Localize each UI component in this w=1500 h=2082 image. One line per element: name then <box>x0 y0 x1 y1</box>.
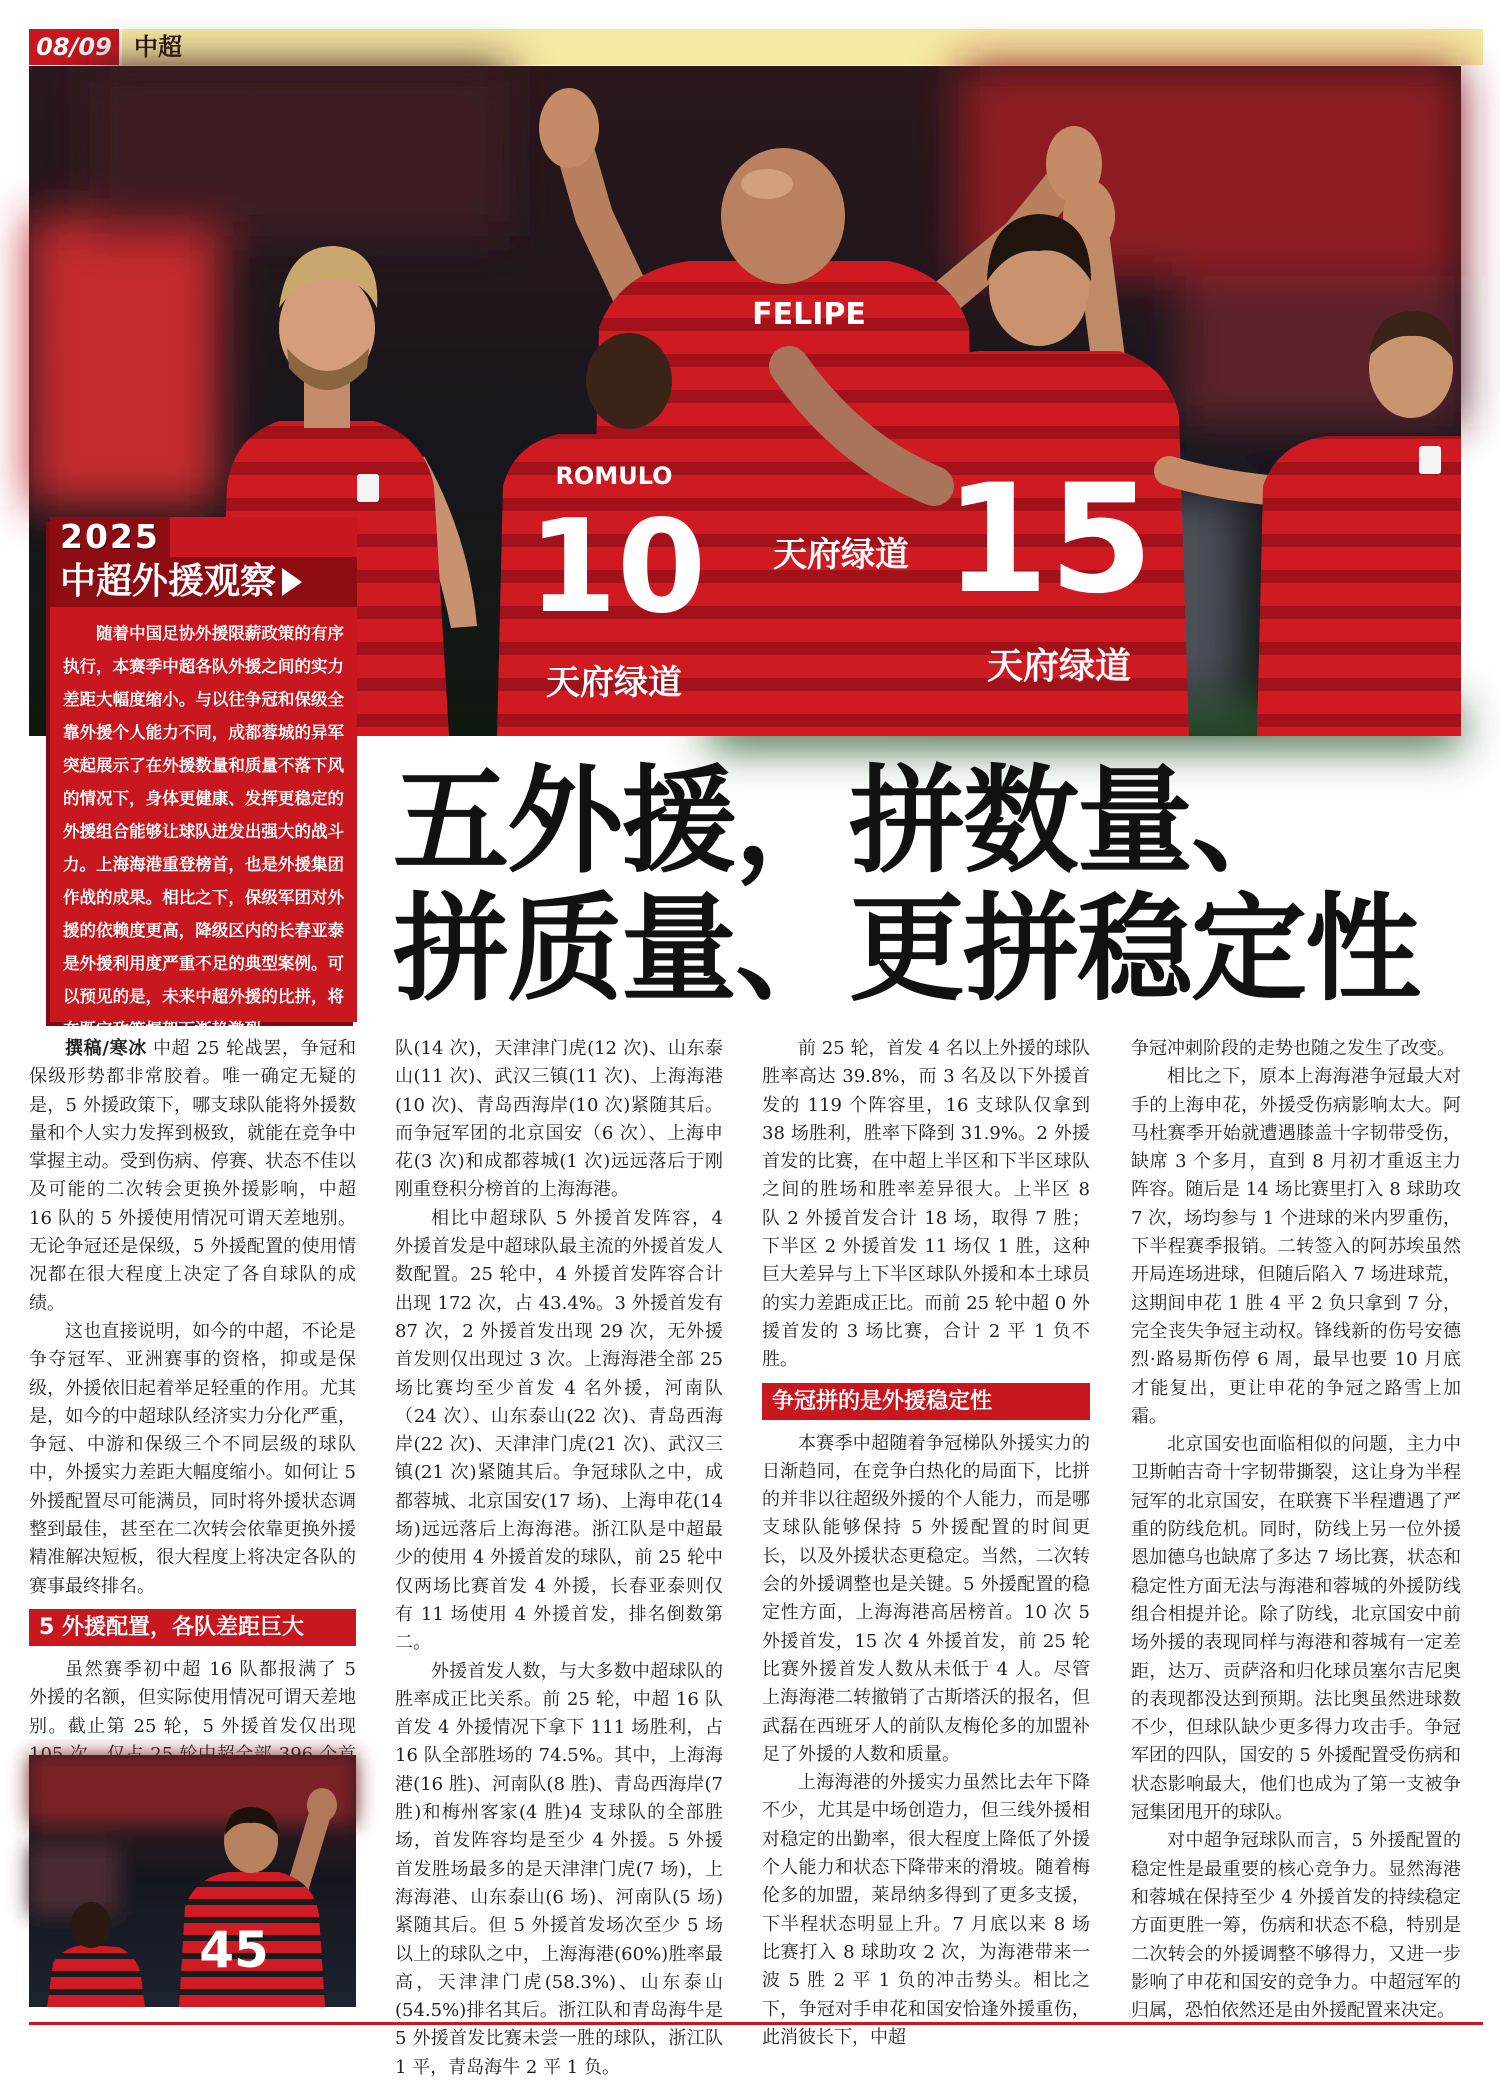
section-subheading: 5 外援配置，各队差距巨大 <box>29 1609 356 1646</box>
player-photo <box>29 1755 356 2007</box>
jersey-name-romulo: ROMULO <box>555 462 673 490</box>
paragraph-text: 中超 25 轮战罢，争冠和保级形势都非常胶着。唯一确定无疑的是，5 外援政策下，哪支球队能将外援数量和个人实力发挥到极致，就能在竞争中掌握主动。受到伤病、停赛、状态不佳以及可能的二次转会更换外援影响，中超 16 队的 5 外援使用情况可谓天差地别。无论争冠还是保级，5 外援配置的使用情况都在很大程度上决定了各自球队的成绩。 <box>29 1038 356 1314</box>
headline-line-1: 五外援，拼数量、 <box>393 753 1305 889</box>
player-15-arm <box>1093 241 1109 366</box>
jersey-number-10: 10 <box>527 493 707 642</box>
headline <box>393 753 1473 1019</box>
article-column-2 <box>395 1035 723 2078</box>
head-highlight <box>741 169 793 199</box>
article-paragraph: 上海海港的外援实力虽然比去年下降不少，尤其是中场创造力，但三线外援相对稳定的出勤率，很大程度上降低了外援个人能力和状态下降带来的滑坡。随着梅伦多的加盟，莱昂纳多得到了更多支援，下半程状态明显上升。7 月底以来 8 场比赛打入 8 球助攻 2 次，为海港带来一波 5 胜 2 平 1 负的冲击势头。相比之下，争冠对手申花和国安恰逢外援重伤，此消彼长下，中超 <box>762 1772 1090 2048</box>
article-paragraph: 争冠冲刺阶段的走势也随之发生了改变。 <box>1131 1038 1455 1059</box>
article-paragraph: 对中超争冠球队而言，5 外援配置的稳定性是最重要的核心竞争力。显然海港和蓉城在保持至少 4 外援首发的持续稳定方面更胜一筹，伤病和状态不稳，特别是二次转会的外援调整不够得力，又进一步影响了申花和国安的竞争力。中超冠军的归属，恐怕依然还是由外援配置来决定。 <box>1131 1830 1461 2022</box>
intro-text: 随着中国足协外援限薪政策的有序执行，本赛季中超各队外援之间的实力差距大幅度缩小。与以往争冠和保级全靠外援个人能力不同，成都蓉城的异军突起展示了在外援数量和质量不落下风的情况下，身体更健康、发挥更稳定的外援组合能够让球队迸发出强大的战斗力。上海海港重登榜首，也是外援集团作战的成果。相比之下，保级军团对外援的依赖度更高，降级区内的长春亚泰是外援利用度严重不足的典型案例。可以预见的是，未来中超外援的比拼，将在既定政策框架下渐趋激烈。 <box>63 624 344 1039</box>
page-number-badge: 08/09 <box>29 29 119 65</box>
intro-title: 中超外援观察 <box>60 561 277 602</box>
intro-box <box>50 517 357 1039</box>
article-column-1 <box>29 1035 356 1747</box>
article-column-4 <box>1131 1035 1461 2022</box>
section-title: 中超 <box>134 33 182 61</box>
byline: 撰稿/寒冰 <box>65 1038 147 1059</box>
bottom-rule <box>29 2022 1483 2025</box>
article-paragraph: 前 25 轮，首发 4 名以上外援的球队胜率高达 39.8%，而 3 名及以下外援首发的 119 个阵容里，16 支球队仅拿到 38 场胜利，胜率下降到 31.9%。2 外援首发的比赛，在中超上半区和下半区球队之间的胜场和胜率差异很大。上半区 8 队 2 外援首发合计 18 场，取得 7 胜；下半区 2 外援首发 11 场仅 1 胜，这种巨大差异与上下半区球队外援和本土球员的实力差距成正比。而前 25 轮中超 0 外援首发的 3 场比赛，合计 2 平 1 负不胜。 <box>762 1038 1090 1371</box>
article-paragraph: 外援首发人数，与大多数中超球队的胜率成正比关系。前 25 轮，中超 16 队首发 4 外援情况下拿下 111 场胜利，占 16 队全部胜场的 74.5%。其中，上海海港(16 胜)、河南队(8 胜)、青岛西海岸(7 胜)和梅州客家(4 胜)4 支球队的全部胜场，首发阵容均是至少 4 外援。5 外援首发胜场最多的是天津津门虎(7 场)，上海海港、山东泰山(6 场)、河南队(5 场)紧随其后。但 5 外援首发场次至少 5 场以上的球队之中，上海海港(60%)胜率最高，天津津门虎(58.3%)、山东泰山(54.5%)排名其后。浙江队和青岛海牛是 5 外援首发比赛未尝一胜的球队，浙江队 1 平，青岛海牛 2 平 1 负。 <box>395 1660 723 2078</box>
article-paragraph: 虽然赛季初中超 16 队都报满了 5 外援的名额，但实际使用情况可谓天差地别。截止第 25 轮，5 外援首发仅出现 <box>29 1658 356 1737</box>
article-paragraph: 本赛季中超随着争冠梯队外援实力的日渐趋同，在竞争白热化的局面下，比拼的并非以往超级外援的个人能力，而是哪支球队能够保持 5 外援配置的时间更长，以及外援状态更稳定。当然，二次转会的外援调整也是关键。5 外援配置的稳定性方面，上海海港高居榜首。10 次 5 外援首发，15 次 4 外援首发，前 25 轮比赛外援首发人数从未低于 4 人。尽管上海海港二转撤销了古斯塔沃的报名，但武磊在西班牙人的前队友梅伦多的加盟补足了外援的人数和质量。 <box>762 1432 1090 1765</box>
article-paragraph: 相比之下，原本上海海港争冠最大对手的上海申花，外援受伤病影响太大。阿马杜赛季开始就遭遇膝盖十字韧带受伤，缺席 3 个多月，直到 8 月初才重返主力阵容。随后是 14 场比赛里打入 8 球助攻 7 次，场均参与 1 个进球的米内罗重伤，下半程赛季报销。二转签入的阿苏埃虽然开局连场进球，但随后陷入 7 场进球荒，这期间申花 1 胜 4 平 2 负只拿到 7 分，完全丧失争冠主动权。锋线新的伤号安德烈·路易斯伤停 6 周，最早也要 10 月底才能复出，更让申花的争冠之路雪上加霜。 <box>1131 1066 1461 1427</box>
player-center-head <box>721 148 845 284</box>
jersey-name-felipe: FELIPE <box>752 297 866 332</box>
raised-fist-icon <box>307 1788 337 1822</box>
article-paragraph: 北京国安也面临相似的问题，主力中卫斯帕吉奇十字韧带撕裂，这让身为半程冠军的北京国安，在联赛下半程遭遇了严重的防线危机。同时，防线上另一位外援恩加德乌也缺席了多达 7 场比赛，状态和稳定性方面无法与海港和蓉城的外援防线组合相提并论。除了防线，北京国安中前场外援的表现同样与海港和蓉城有一定差距，达万、贡萨洛和归化球员塞尔吉尼奥的表现都没达到预期。法比奥虽然进球数不少，但球队缺少更多得力攻击手。争冠军团的四队，国安的 5 外援配置受伤病和状态影响最大，他们也成为了第一支被争冠集团甩开的球队。 <box>1131 1434 1461 1824</box>
player-10-head <box>586 333 672 429</box>
play-arrow-icon <box>282 568 302 596</box>
club-crest-icon <box>1419 446 1441 474</box>
article-paragraph: 这也直接说明，如今的中超，不论是争夺冠军、亚洲赛事的资格，抑或是保级，外援依旧起着举足轻重的作用。尤其是，如今的中超球队经济实力分化严重，争冠、中游和保级三个不同层级的球队中，外援实力差距大幅度缩小。如何让 5 外援配置尽可能满员，同时将外援状态调整到最佳，甚至在二次转会依靠更换外援精准解决短板，很大程度上将决定各队的赛事最终排名。 <box>29 1320 356 1597</box>
intro-year: 2025 <box>50 517 170 557</box>
intro-title-row <box>50 557 357 607</box>
section-subheading: 争冠拼的是外援稳定性 <box>762 1383 1090 1420</box>
article-paragraph: 队(14 次)，天津津门虎(12 次)、山东泰山(11 次)、武汉三镇(11 次)、上海海港(10 次)、青岛西海岸(10 次)紧随其后。而争冠军团的北京国安（6 次）、上海申花(3 次)和成都蓉城(1 次)远远落后于刚刚重登积分榜首的上海海港。 <box>395 1038 723 1201</box>
raised-hand-icon <box>539 88 599 168</box>
article-paragraph: 相比中超球队 5 外援首发阵容，4 外援首发是中超球队最主流的外援首发人数配置。25 轮中，4 外援首发阵容合计出现 172 次，占 43.4%。3 外援首发有 87 次，2 外援首发出现 29 次，无外援首发则仅出现过 3 次。上海海港全部 25 场比赛均至少首发 4 名外援，河南队（24 次）、山东泰山(22 次)、青岛西海岸(22 次)、天津津门虎(21 次)、武汉三镇(21 次)紧随其后。争冠球队之中，成都蓉城、北京国安(17 场)、上海申花(14 场)远远落后上海海港。浙江队是中超最少的使用 4 外援首发的球队，前 25 轮中仅两场比赛首发 4 外援，长春亚泰则仅有 11 场使用 4 外援首发，排名倒数第二。 <box>395 1207 723 1654</box>
jersey-sponsor: 天府绿道 <box>546 663 682 703</box>
jersey-number-15: 15 <box>944 453 1154 627</box>
article-column-3 <box>762 1035 1090 2048</box>
jersey-number-45: 45 <box>199 1921 269 1979</box>
player-photo-illustration <box>29 1755 356 2007</box>
headline-line-2: 拼质量、更拼稳定性 <box>393 881 1419 1017</box>
article-paragraph <box>29 1035 356 1318</box>
player-background-head <box>71 1902 111 1948</box>
club-crest-icon <box>357 474 379 502</box>
jersey-sponsor: 天府绿道 <box>773 535 909 575</box>
jersey-sponsor: 天府绿道 <box>986 646 1132 687</box>
player-right-jersey <box>1257 436 1461 736</box>
section-header-bar <box>122 29 1483 65</box>
